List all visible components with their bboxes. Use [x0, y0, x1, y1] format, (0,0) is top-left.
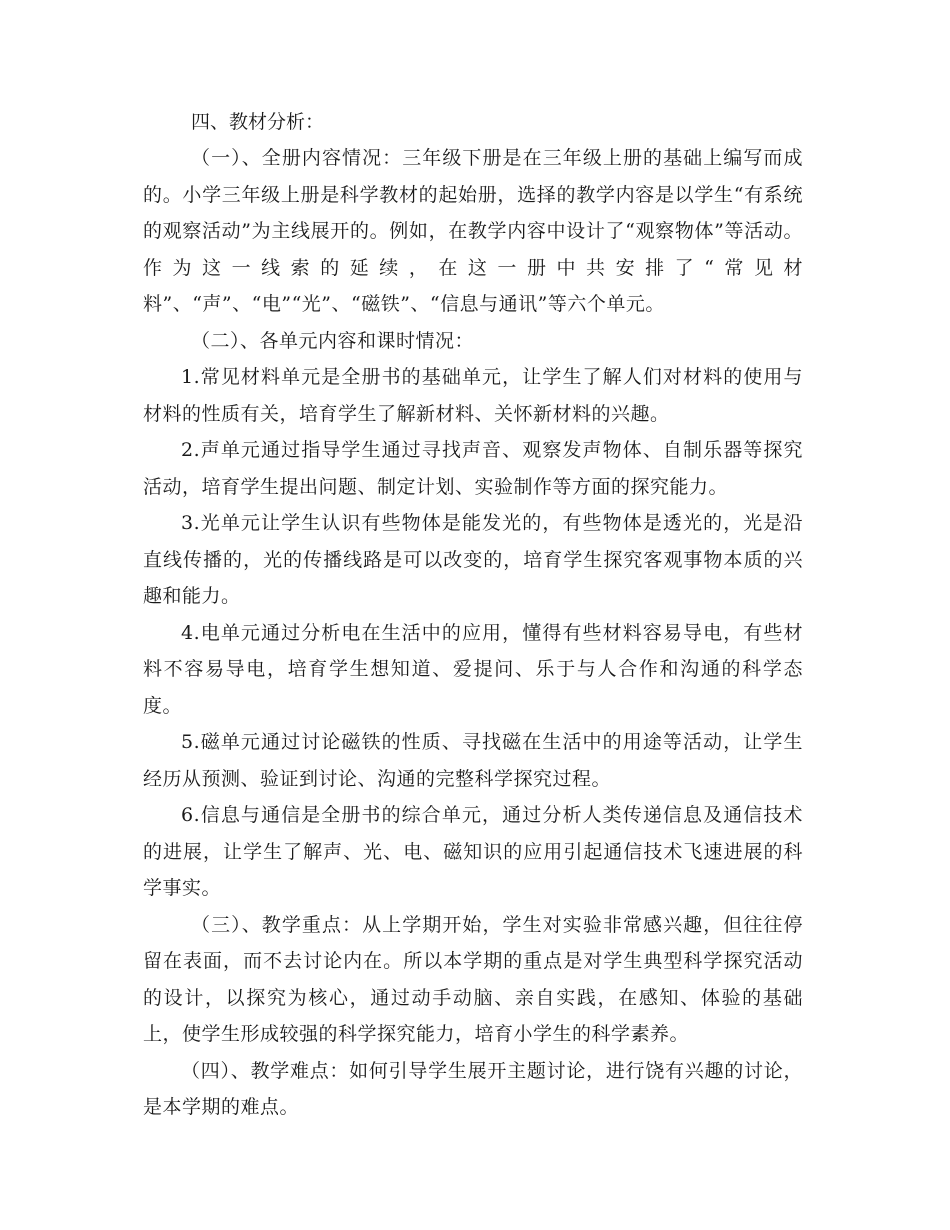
paragraph-unit-sound: 2.声单元通过指导学生通过寻找声音、观察发声物体、自制乐器等探究活动，培育学生提出问题、制定计划、实验制作等方面的探究能力。: [143, 439, 803, 498]
paragraph-unit-magnet: 5.磁单元通过讨论磁铁的性质、寻找磁在生活中的用途等活动，让学生经历从预测、验证到讨论、沟通的完整科学探究过程。: [143, 731, 803, 790]
paragraph-unit-light: 3.光单元让学生认识有些物体是能发光的，有些物体是透光的，光是沿直线传播的，光的传播线路是可以改变的，培育学生探究客观事物本质的兴趣和能力。: [143, 512, 803, 607]
document-page: [143, 104, 803, 1126]
paragraph-unit-communication: 6.信息与通信是全册书的综合单元，通过分析人类传递信息及通信技术的进展，让学生了解声、光、电、磁知识的应用引起通信技术飞速进展的科学事实。: [143, 804, 803, 899]
section-title: 四、教材分析：: [191, 111, 325, 133]
paragraph-unit-electricity: 4.电单元通过分析电在生活中的应用，懂得有些材料容易导电，有些材料不容易导电，培育学生想知道、爱提问、乐于与人合作和沟通的科学态度。: [143, 621, 803, 717]
paragraph-units-heading: （二）、各单元内容和课时情况：: [191, 329, 475, 352]
paragraph-teaching-difficulty: （四）、教学难点：如何引导学生展开主题讨论，进行饶有兴趣的讨论，是本学期的难点。: [143, 1059, 803, 1118]
paragraph-unit-materials: 1.常见材料单元是全册书的基础单元，让学生了解人们对材料的使用与材料的性质有关，培育学生了解新材料、关怀新材料的兴趣。: [143, 366, 803, 425]
paragraph-teaching-focus: （三）、教学重点：从上学期开始，学生对实验非常感兴趣，但往往停留在表面，而不去讨论内在。所以本学期的重点是对学生典型科学探究活动的设计，以探究为核心，通过动手动脑、亲自实践，在感知、体验的基础上，使学生形成较强的科学探究能力，培育小学生的科学素养。: [143, 913, 803, 1045]
paragraph-overview: （一）、全册内容情况：三年级下册是在三年级上册的基础上编写而成的。小学三年级上册是科学教材的起始册，选择的教学内容是以学生“有系统的观察活动”为主线展开的。例如，在教学内容中设计了“观察物体”等活动。作为这一线索的延续，在这一册中共安排了“常见材料”、“声”、“电”“光”、“磁铁”、“信息与通讯”等六个单元。: [143, 147, 803, 315]
